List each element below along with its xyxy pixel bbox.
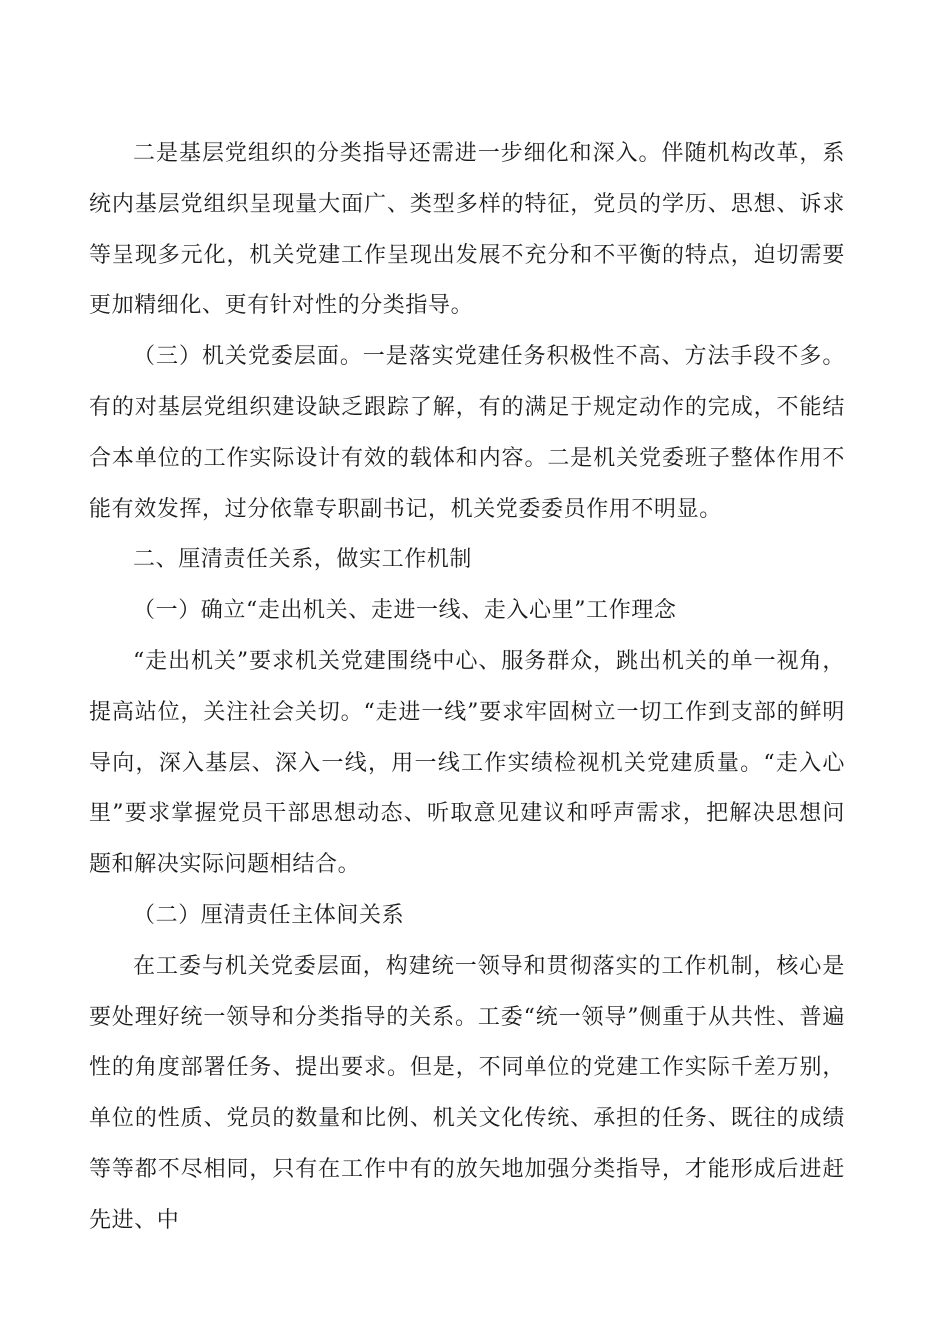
document-body bbox=[89, 129, 845, 1247]
subheading-work-concept: （一）确立“走出机关、走进一线、走入心里”工作理念 bbox=[133, 598, 677, 624]
paragraph-unified-leadership: 在工委与机关党委层面，构建统一领导和贯彻落实的工作机制，核心是要处理好统一领导和分类指导的关系。工委“统一领导”侧重于从共性、普遍性的角度部署任务、提出要求。但是，不同单位的党建工作实际千差万别，单位的性质、党员的数量和比例、机关文化传统、承担的任务、既往的成绩等等都不尽相同，只有在工作中有的放矢地加强分类指导，才能形成后进赶先进、中 bbox=[89, 953, 845, 1233]
paragraph-grassroots-guidance: 二是基层党组织的分类指导还需进一步细化和深入。伴随机构改革，系统内基层党组织呈现量大面广、类型多样的特征，党员的学历、思想、诉求等呈现多元化，机关党建工作呈现出发展不充分和不平衡的特点，迫切需要更加精细化、更有针对性的分类指导。 bbox=[89, 141, 845, 319]
paragraph-work-concept: “走出机关”要求机关党建围绕中心、服务群众，跳出机关的单一视角，提高站位，关注社会关切。“走进一线”要求牢固树立一切工作到支部的鲜明导向，深入基层、深入一线，用一线工作实绩检视机关党建质量。“走入心里”要求掌握党员干部思想动态、听取意见建议和呼声需求，把解决思想问题和解决实际问题相结合。 bbox=[89, 648, 845, 878]
section-heading-responsibility: 二、厘清责任关系，做实工作机制 bbox=[133, 547, 473, 573]
paragraph-party-committee-level: （三）机关党委层面。一是落实党建任务积极性不高、方法手段不多。有的对基层党组织建设缺乏跟踪了解，有的满足于规定动作的完成，不能结合本单位的工作实际设计有效的载体和内容。二是机关党委班子整体作用不能有效发挥，过分依靠专职副书记，机关党委委员作用不明显。 bbox=[89, 344, 845, 522]
subheading-responsibility-relations: （二）厘清责任主体间关系 bbox=[133, 902, 405, 928]
